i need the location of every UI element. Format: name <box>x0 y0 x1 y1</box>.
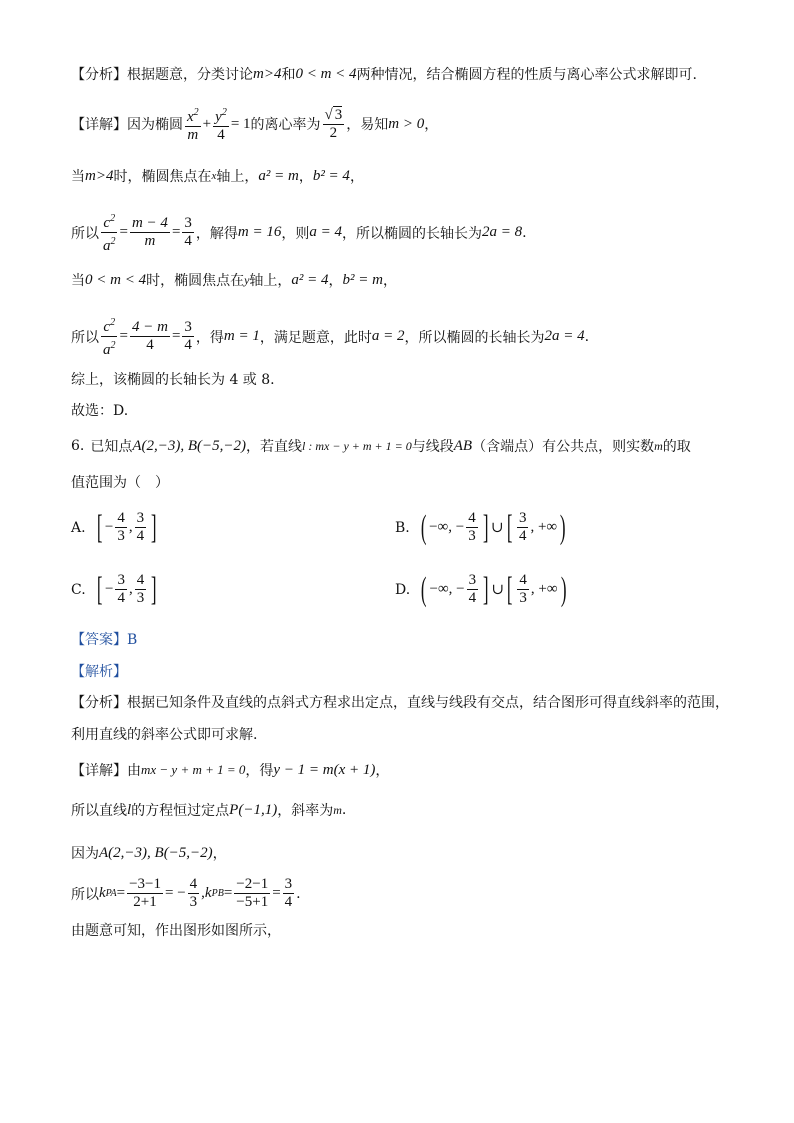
q5-detail: 【详解】 因为椭圆 $\frac{x^2}{m}$ + $\frac{y^2}{4}$ = 1 的离心率为 $\frac{√ 3}{2}$ ，易知 m > 0 ， <box>71 104 438 144</box>
slopes-line: 所以 k PA = $\frac{-3-1}{2+1}$ = − $\frac{4}{3}$ , k PB = $\frac{-2-1}{-5+1}$ = $\frac{3}{4}$ . <box>71 876 301 910</box>
case2-calc: 所以 $\frac{c^2}{a^2}$ = $\frac{4 - m}{4}$ = $\frac{3}{4}$ ，得 m = 1 ，满足题意，此时 a = 2 ，所以椭圆的长轴长为 2a = 4 . <box>71 314 589 359</box>
summary: 综上，该椭圆的长轴长为 4 或 8. <box>71 372 275 388</box>
answer-label: 【答案】B <box>71 632 138 648</box>
eccentricity-frac: $\frac{√ 3}{2}$ <box>324 106 343 141</box>
analysis-tag: 【分析】 <box>71 67 127 83</box>
figure-intro: 由题意可知，作出图形如图所示， <box>71 923 281 939</box>
detail-tag: 【详解】 <box>71 117 127 133</box>
case1-line: 当 m>4 时，椭圆焦点在 x 轴上， a² = m ， b² = 4 ， <box>71 167 364 185</box>
option-c[interactable]: C. [ − $\frac{3}{4}$ , $\frac{4}{3}$ ] <box>71 570 157 608</box>
q5-analysis: 【分析】 根据题意，分类讨论 m>4 和 0 < m < 4 两种情况，结合椭圆方程的性质与离心率公式求解即可. <box>71 65 697 83</box>
because-line: 因为 A(2,−3), B(−5,−2) ， <box>71 844 227 862</box>
q6-analysis-line2: 利用直线的斜率公式即可求解. <box>71 727 258 743</box>
option-b[interactable]: B. ( −∞, − $\frac{4}{3}$ ] ∪ [ $\frac{3}{4}$ , +∞ ) <box>395 508 566 546</box>
option-d[interactable]: D. ( −∞, − $\frac{3}{4}$ ] ∪ [ $\frac{4}{3}$ , +∞ ) <box>395 570 567 608</box>
q6-analysis-line1: 【分析】 根据已知条件及直线的点斜式方程求出定点，直线与线段有交点，结合图形可得直线斜率的范围， <box>71 695 729 711</box>
case1-calc: 所以 $\frac{c^2}{a^2}$ = $\frac{m - 4}{m}$ = $\frac{3}{4}$ ，解得 m = 16 ，则 a = 4 ，所以椭圆的长轴长为 2a = 8 . <box>71 210 527 255</box>
case2-line: 当 0 < m < 4 时，椭圆焦点在 y 轴上， a² = 4 ， b² = m ， <box>71 271 397 289</box>
choice-q5: 故选：D. <box>71 403 129 419</box>
q6-detail: 【详解】 由 mx − y + m + 1 = 0 ，得 y − 1 = m(x + 1) ， <box>71 761 390 779</box>
ellipse-frac-y: $\frac{y^2}{4}$ <box>213 104 229 144</box>
q6-stem-line1: 6. 已知点 A(2,−3), B(−5,−2) ，若直线 l : mx − y + m + 1 = 0 与线段 AB （含端点）有公共点，则实数 m 的取 <box>71 437 691 455</box>
fixed-point-line: 所以直线 l 的方程恒过定点 P(−1,1) ，斜率为 m . <box>71 801 347 819</box>
option-a[interactable]: A. [ − $\frac{4}{3}$ , $\frac{3}{4}$ ] <box>71 508 157 546</box>
solution-label: 【解析】 <box>71 664 127 680</box>
ellipse-frac-x: $\frac{x^2}{m}$ <box>185 104 201 144</box>
q6-stem-line2: 值范围为（ ） <box>71 475 169 491</box>
